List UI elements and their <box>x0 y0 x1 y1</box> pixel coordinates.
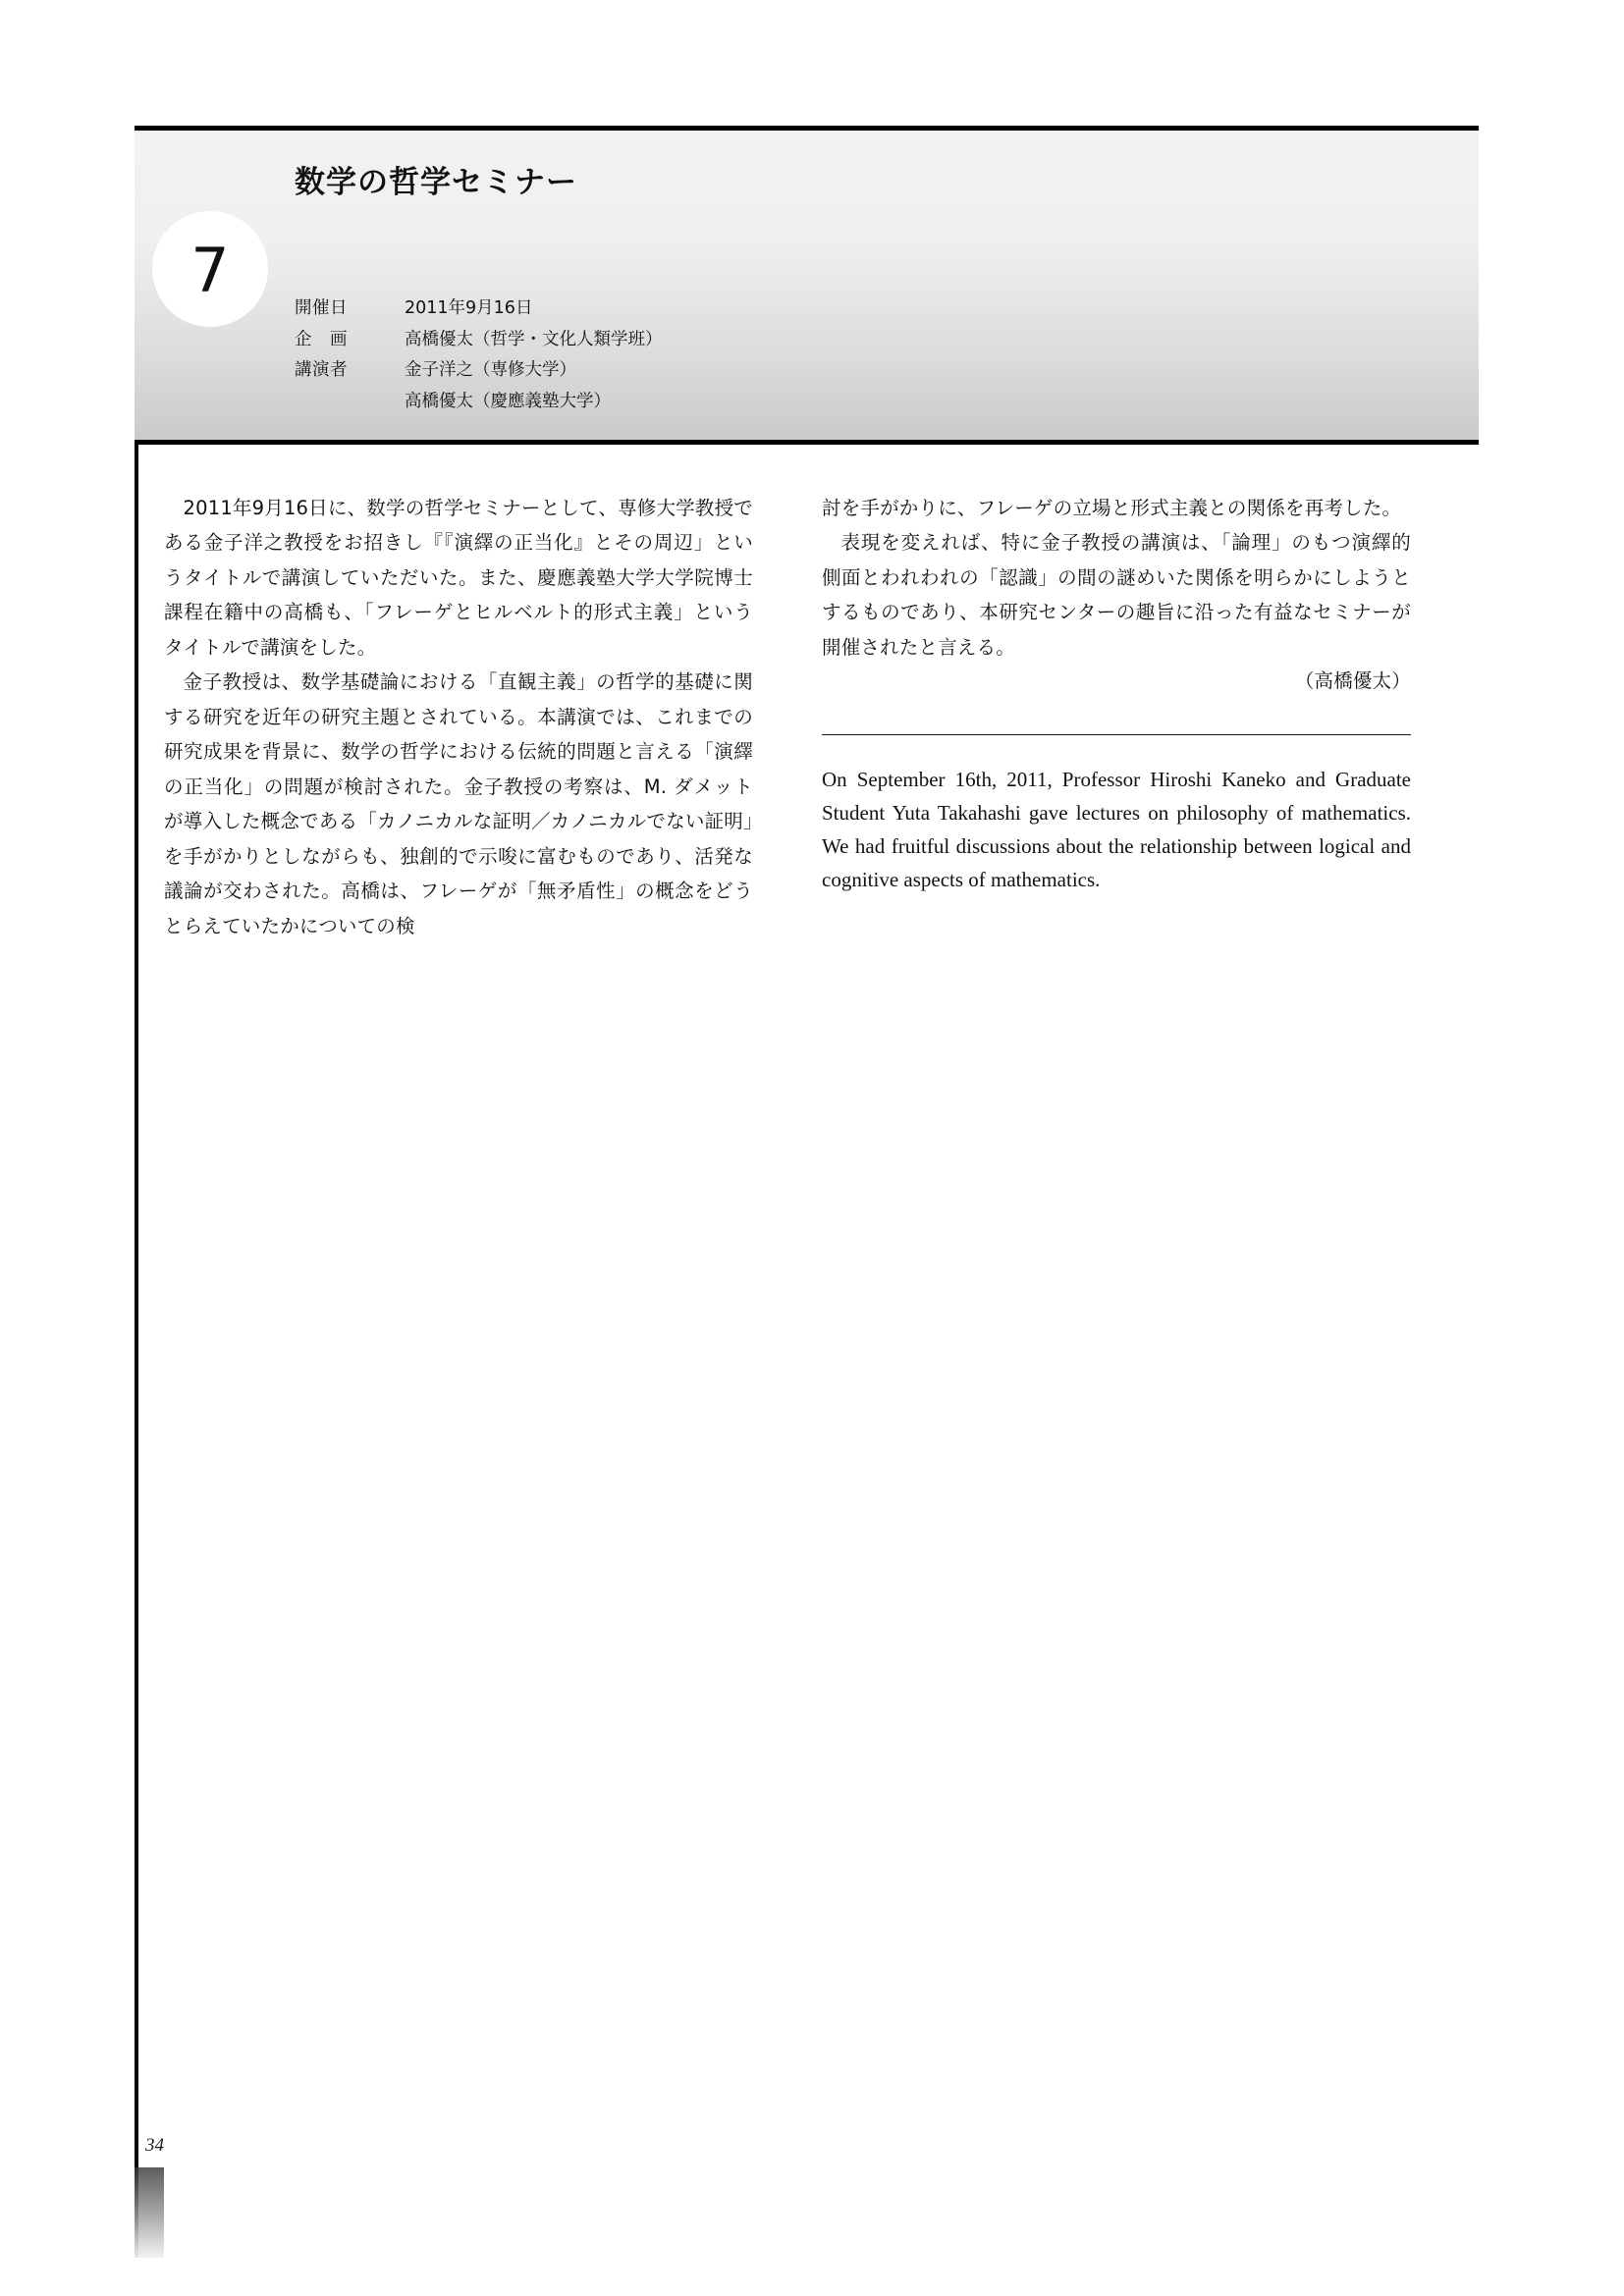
meta-value-organizer: 高橋優太（哲学・文化人類学班） <box>405 329 663 349</box>
meta-row <box>295 359 663 391</box>
page-title: 数学の哲学セミナー <box>295 165 577 200</box>
meta-value-speaker-1: 金子洋之（専修大学） <box>405 360 576 381</box>
paragraph: 表現を変えれば、特に金子教授の講演は、「論理」のもつ演繹的側面とわれわれの「認識」の間の謎めいた関係を明らかにしようとするものであり、本研究センターの趣旨に沿った有益なセミナーが開催されたと言える。 <box>822 531 1411 659</box>
meta-label-date: 開催日 <box>295 298 348 318</box>
section-divider <box>822 734 1411 735</box>
english-abstract: On September 16th, 2011, Professor Hiroshi Kaneko and Graduate Student Yuta Takahashi gave lectures on philosophy of mathematics. We had fruitful discussions about the relationship between logical and cognitive aspects of mathematics. <box>822 768 1411 892</box>
meta-row <box>295 297 663 329</box>
body-column-left <box>164 491 753 943</box>
body-column-right <box>822 491 1411 896</box>
meta-value-speaker-2: 高橋優太（慶應義塾大学） <box>405 391 611 411</box>
author-signature: （高橋優太） <box>1294 669 1411 693</box>
meta-label-organizer: 企 画 <box>295 329 348 349</box>
meta-row <box>295 329 663 360</box>
event-meta-table <box>295 297 663 422</box>
meta-label-speaker: 講演者 <box>295 360 348 381</box>
footer-gradient-block <box>138 2167 164 2258</box>
page-number: 34 <box>145 2135 164 2156</box>
meta-label-blank <box>295 391 405 422</box>
header-top-rule <box>135 126 1479 131</box>
meta-value-date: 2011年9月16日 <box>405 298 533 318</box>
paragraph: 金子教授は、数学基礎論における「直観主義」の哲学的基礎に関する研究を近年の研究主題とされている。本講演では、これまでの研究成果を背景に、数学の哲学における伝統的問題と言える「演繹の正当化」の問題が検討された。金子教授の考察は、M. ダメットが導入した概念である「カノニカルな証明／カノニカルでない証明」を手がかりとしながらも、独創的で示唆に富むものであり、活発な議論が交わされた。高橋は、フレーゲが「無矛盾性」の概念をどうとらえていたかについての検 <box>164 670 753 937</box>
article-number: 7 <box>190 235 230 306</box>
paragraph: 討を手がかりに、フレーゲの立場と形式主義との関係を再考した。 <box>822 497 1402 519</box>
header-bottom-rule <box>135 440 1479 445</box>
paragraph: 2011年9月16日に、数学の哲学セミナーとして、専修大学教授である金子洋之教授をお招きし『『演繹の正当化』とその周辺」というタイトルで講演していただいた。また、慶應義塾大学大学院博士課程在籍中の高橋も、「フレーゲとヒルベルト的形式主義」というタイトルで講演をした。 <box>164 497 753 659</box>
meta-row <box>295 391 663 422</box>
article-number-badge <box>152 211 268 327</box>
